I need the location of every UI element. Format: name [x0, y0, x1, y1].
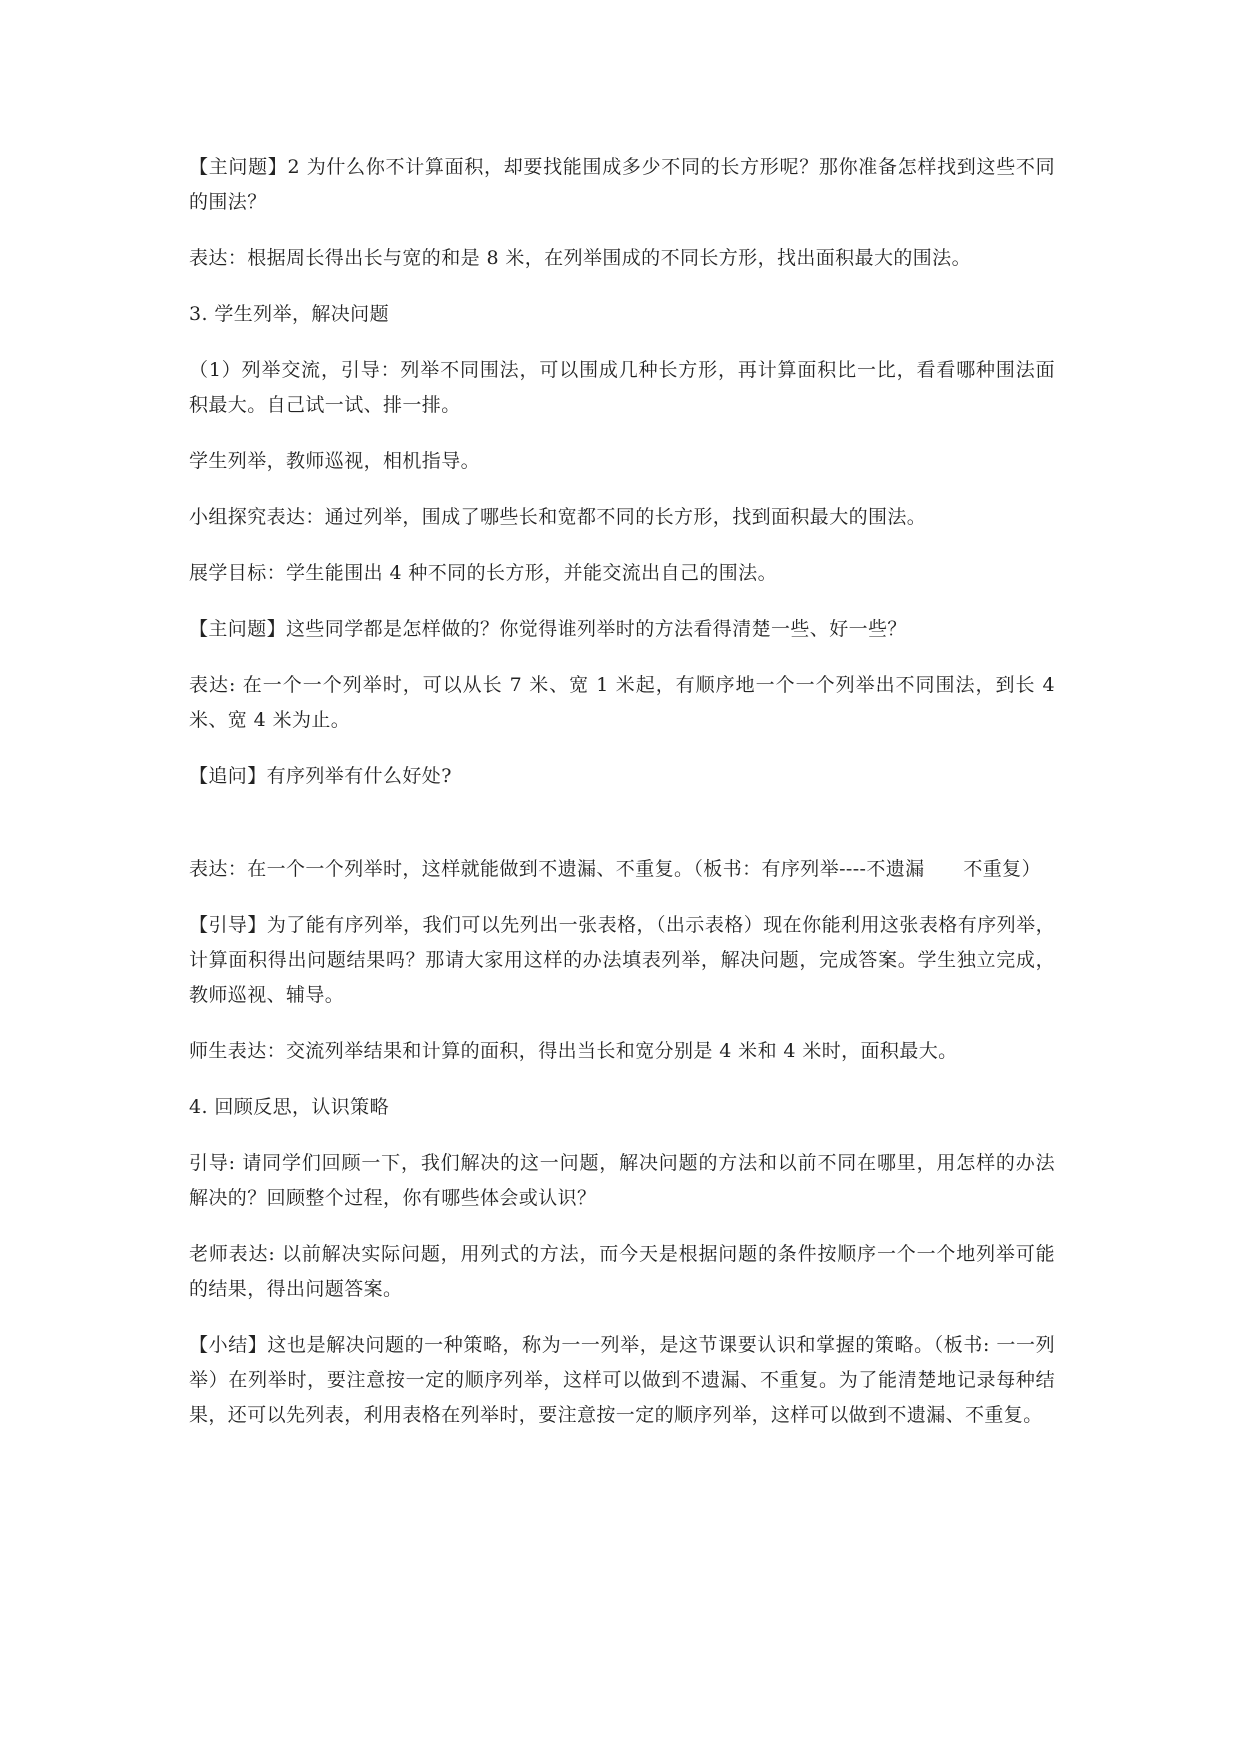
- paragraph-expression-order: 表达: 在一个一个列举时，可以从长 7 米、宽 1 米起，有顺序地一个一个列举出不同围法，到长 4 米、宽 4 米为止。: [189, 674, 1062, 731]
- paragraph-main-question-2: 【主问题】2 为什么你不计算面积，却要找能围成多少不同的长方形呢？那你准备怎样找到这些不同的围法？: [189, 156, 1055, 213]
- paragraph-follow-up-question: 【追问】有序列举有什么好处?: [189, 765, 452, 787]
- paragraph-main-question-method: 【主问题】这些同学都是怎样做的？你觉得谁列举时的方法看得清楚一些、好一些？: [189, 618, 907, 640]
- document-page: [189, 150, 1062, 1433]
- paragraph-guide-review: 引导: 请同学们回顾一下，我们解决的这一问题，解决问题的方法和以前不同在哪里，用怎样的办法解决的？回顾整个过程，你有哪些体会或认识？: [189, 1152, 1055, 1209]
- section-heading-3: 3. 学生列举，解决问题: [189, 303, 389, 325]
- paragraph-expression-perimeter: 表达：根据周长得出长与宽的和是 8 米，在列举围成的不同长方形，找出面积最大的围法。: [189, 247, 971, 269]
- paragraph-guide-table: 【引导】为了能有序列举，我们可以先列出一张表格，（出示表格）现在你能利用这张表格有序列举，计算面积得出问题结果吗？那请大家用这样的办法填表列举，解决问题，完成答案。学生独立完成，教师巡视、辅导。: [189, 914, 1055, 1006]
- paragraph-summary: 【小结】这也是解决问题的一种策略，称为一一列举，是这节课要认识和掌握的策略。（板书: 一一列举）在列举时，要注意按一定的顺序列举，这样可以做到不遗漏、不重复。为了能清楚地记录每种结果，还可以先列表，利用表格在列举时，要注意按一定的顺序列举，这样可以做到不遗漏、不重复。: [189, 1334, 1055, 1426]
- section-heading-4: 4. 回顾反思，认识策略: [189, 1096, 389, 1118]
- paragraph-expression-no-omission: 表达：在一个一个列举时，这样就能做到不遗漏、不重复。（板书：有序列举----不遗漏 不重复）: [189, 858, 1041, 880]
- paragraph-student-listing: 学生列举，教师巡视，相机指导。: [189, 450, 481, 472]
- paragraph-teacher-student-expression: 师生表达：交流列举结果和计算的面积，得出当长和宽分别是 4 米和 4 米时，面积最大。: [189, 1040, 958, 1062]
- paragraph-display-goal: 展学目标：学生能围出 4 种不同的长方形，并能交流出自己的围法。: [189, 562, 777, 584]
- paragraph-group-inquiry: 小组探究表达：通过列举，围成了哪些长和宽都不同的长方形，找到面积最大的围法。: [189, 506, 927, 528]
- paragraph-list-exchange: （1）列举交流，引导：列举不同围法，可以围成几种长方形，再计算面积比一比，看看哪种围法面积最大。自己试一试、排一排。: [189, 359, 1055, 416]
- paragraph-teacher-expression: 老师表达: 以前解决实际问题，用列式的方法，而今天是根据问题的条件按顺序一个一个地列举可能的结果，得出问题答案。: [189, 1243, 1055, 1300]
